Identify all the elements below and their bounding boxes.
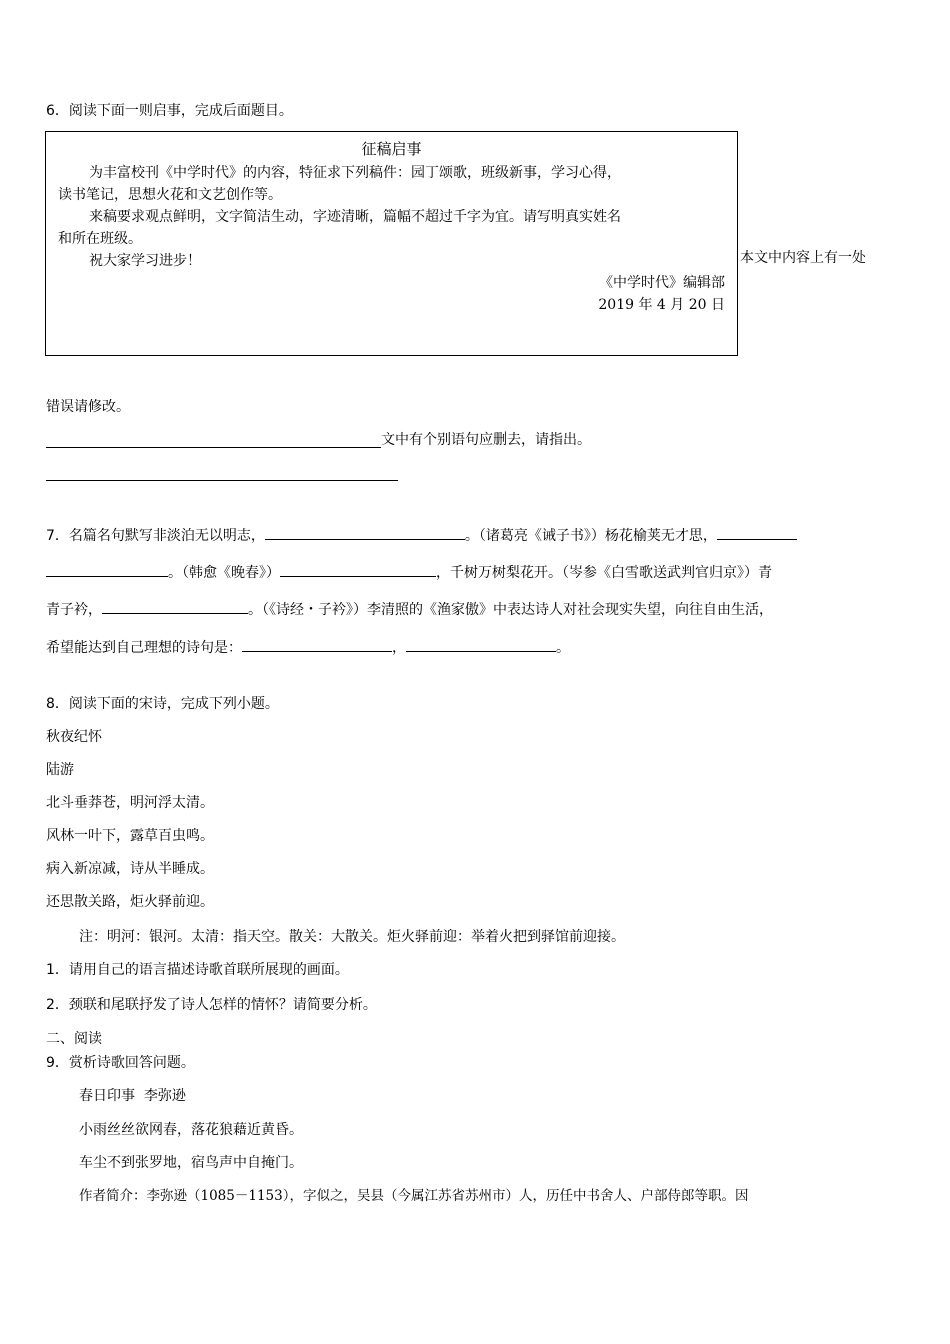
poem-line: 北斗垂莽苍，明河浮太清。 bbox=[46, 795, 214, 811]
q7-text: 。 bbox=[556, 640, 570, 656]
poem-line: 风林一叶下，露草百虫鸣。 bbox=[46, 828, 214, 844]
notice-p1a: 为丰富校刊《中学时代》的内容，特征求下列稿件：园丁颂歌，班级新事，学习心得， bbox=[89, 165, 621, 181]
q7-text: ， bbox=[392, 640, 406, 656]
author-bio: 作者简介：李弥逊（1085－1153），字似之，吴县（今属江苏省苏州市）人，历任中书舍人、户部侍郎等职。因 bbox=[79, 1188, 749, 1204]
notice-box bbox=[45, 131, 738, 356]
q7-text: 希望能达到自己理想的诗句是： bbox=[46, 640, 242, 656]
q8-sub1: 1．请用自己的语言描述诗歌首联所展现的画面。 bbox=[46, 962, 349, 978]
poem2-line: 小雨丝丝欲网春，落花狼藉近黄昏。 bbox=[79, 1122, 303, 1138]
poem-author: 陆游 bbox=[46, 762, 74, 778]
notice-p3: 祝大家学习进步！ bbox=[89, 253, 201, 269]
poem-line: 病入新凉减，诗从半睡成。 bbox=[46, 861, 214, 877]
answer-blank-1[interactable] bbox=[46, 447, 381, 448]
poem-note: 注：明河：银河。太清：指天空。散关：大散关。炬火驿前迎：举着火把到驿馆前迎接。 bbox=[79, 929, 625, 945]
q6-line2: 文中有个别语句应删去，请指出。 bbox=[381, 432, 591, 448]
q7-line4 bbox=[46, 636, 570, 658]
poem-title: 秋夜纪怀 bbox=[46, 729, 102, 745]
q7-text: 。（《诗经・子衿》）李清照的《渔家傲》中表达诗人对社会现实失望，向往自由生活， bbox=[248, 602, 773, 618]
q9-heading: 9．赏析诗歌回答问题。 bbox=[46, 1055, 195, 1071]
notice-signature: 《中学时代》编辑部 bbox=[599, 275, 725, 291]
fill-blank[interactable] bbox=[242, 636, 392, 652]
notice-p1b: 读书笔记，思想火花和文艺创作等。 bbox=[58, 187, 282, 203]
fill-blank[interactable] bbox=[46, 561, 168, 577]
fill-blank[interactable] bbox=[717, 524, 797, 540]
poem2-line: 车尘不到张罗地，宿鸟声中自掩门。 bbox=[79, 1155, 303, 1171]
q7-text: 。（诸葛亮《诫子书》）杨花榆荚无才思， bbox=[464, 528, 717, 544]
poem2-title: 春日印事 李弥逊 bbox=[79, 1088, 186, 1104]
notice-date: 2019 年 4 月 20 日 bbox=[598, 297, 725, 313]
fill-blank[interactable] bbox=[102, 598, 248, 614]
q7-text: 青子衿， bbox=[46, 602, 102, 618]
q8-heading: 8．阅读下面的宋诗，完成下列小题。 bbox=[46, 696, 279, 712]
q7-line2 bbox=[46, 561, 772, 583]
q6-side-text: 本文中内容上有一处 bbox=[740, 250, 866, 266]
q7-text: ，千树万树梨花开。（岑参《白雪歌送武判官归京》）青 bbox=[436, 565, 772, 581]
q8-sub2: 2．颈联和尾联抒发了诗人怎样的情怀？请简要分析。 bbox=[46, 997, 377, 1013]
notice-p2a: 来稿要求观点鲜明，文字简洁生动，字迹清晰，篇幅不超过千字为宜。请写明真实姓名 bbox=[89, 209, 621, 225]
q7-line1 bbox=[46, 524, 797, 546]
notice-title: 征稿启事 bbox=[361, 140, 422, 158]
notice-p2b: 和所在班级。 bbox=[58, 231, 142, 247]
fill-blank[interactable] bbox=[280, 561, 436, 577]
fill-blank[interactable] bbox=[265, 524, 465, 540]
q6-line1: 错误请修改。 bbox=[46, 399, 130, 415]
fill-blank[interactable] bbox=[406, 636, 556, 652]
q6-heading: 6．阅读下面一则启事，完成后面题目。 bbox=[46, 103, 293, 119]
section-heading: 二、阅读 bbox=[46, 1031, 102, 1047]
q7-text: 7．名篇名句默写非淡泊无以明志， bbox=[46, 528, 265, 544]
answer-blank-2[interactable] bbox=[46, 480, 398, 481]
q7-line3 bbox=[46, 598, 773, 620]
q7-text: 。（韩愈《晚春》） bbox=[168, 565, 280, 581]
poem-line: 还思散关路，炬火驿前迎。 bbox=[46, 894, 214, 910]
